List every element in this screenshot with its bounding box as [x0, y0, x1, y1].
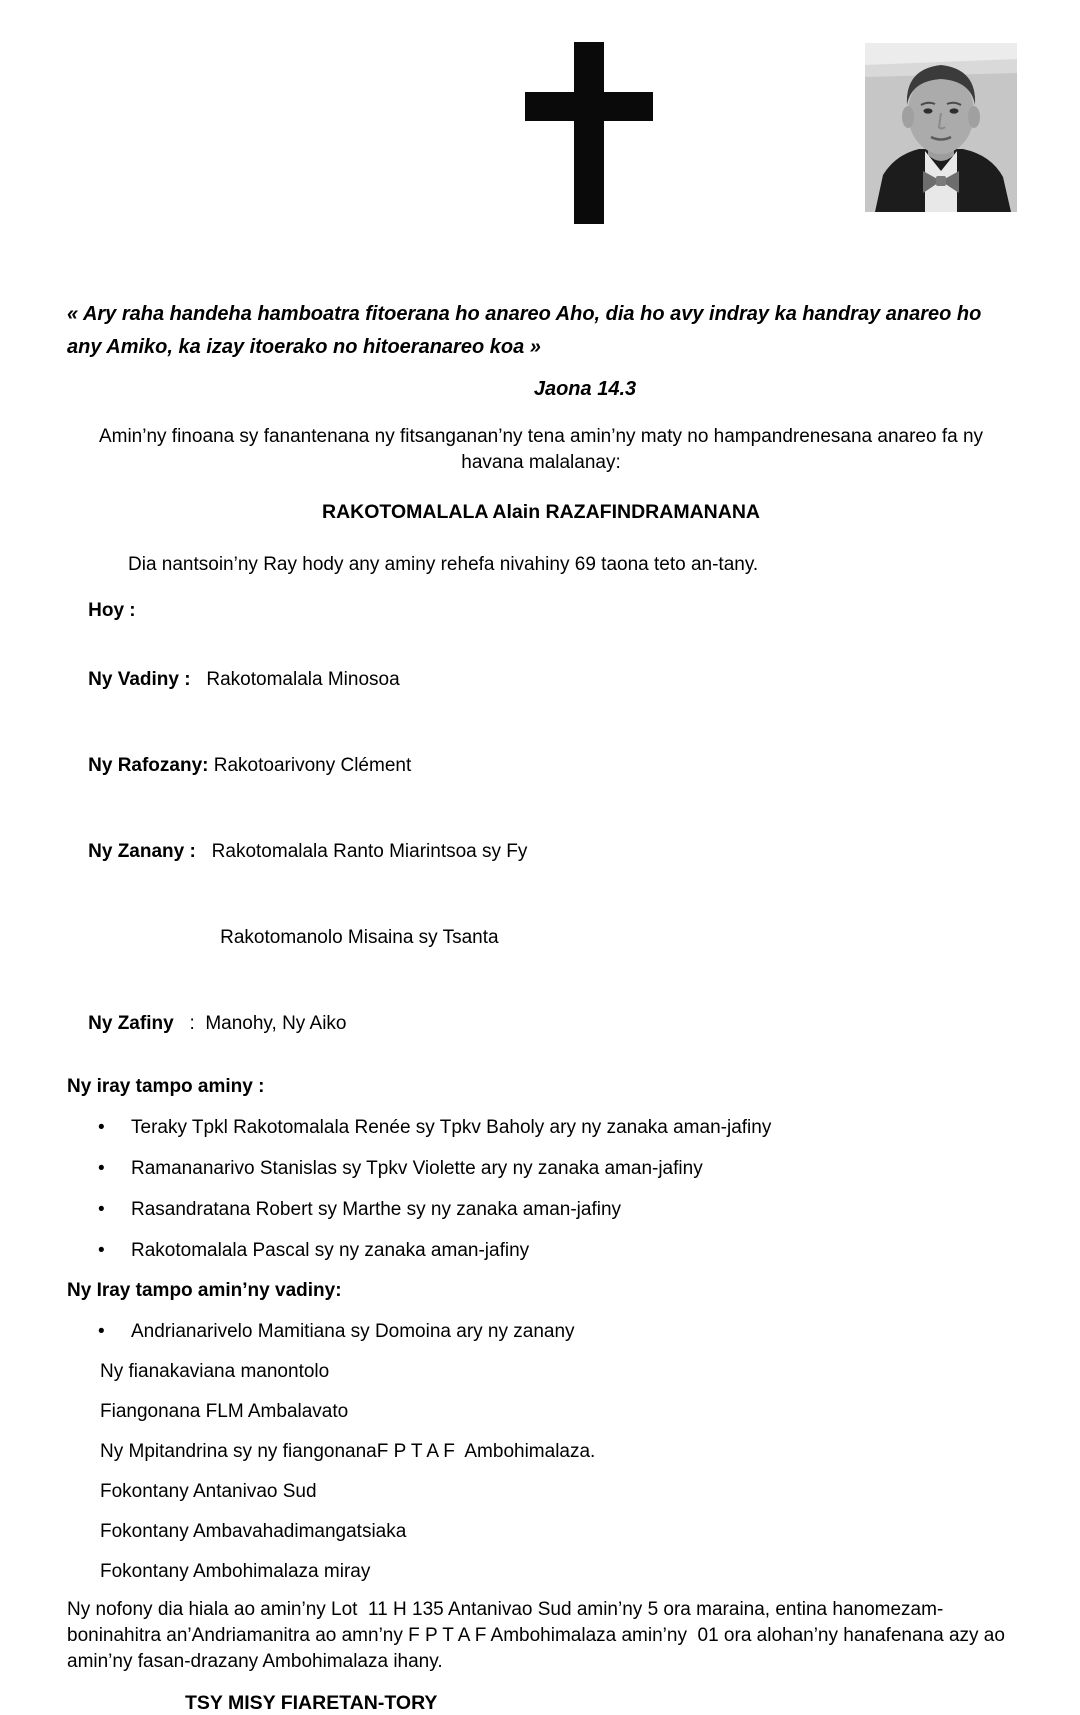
scripture-reference: Jaona 14.3 — [533, 378, 637, 400]
death-announcement: Dia nantsoin’ny Ray hody any aminy rehefa nivahiny 69 taona teto an-tany. — [128, 554, 759, 575]
mourner-item: Ny Mpitandrina sy ny fiangonanaF P T A F Ambohimalaza. — [100, 1441, 596, 1462]
deceased-portrait-photo — [865, 43, 1017, 212]
bullet-icon: • — [98, 1117, 105, 1138]
deceased-name: RAKOTOMALALA Alain RAZAFINDRAMANANA — [322, 501, 760, 523]
grandchildren-value: : Manohy, Ny Aiko — [173, 1013, 347, 1034]
list-item-text: Rasandratana Robert sy Marthe sy ny zanaka aman-jafiny — [131, 1199, 622, 1220]
vigil-note: TSY MISY FIARETAN-TORY — [185, 1692, 438, 1714]
document-header — [67, 0, 1015, 252]
grandchildren-row — [67, 989, 1015, 1058]
spouse-siblings-heading: Ny Iray tampo amin’ny vadiny: — [67, 1280, 342, 1301]
children-label: Ny Zanany : — [88, 841, 196, 862]
list-item — [67, 1157, 1015, 1180]
children-row — [67, 817, 1015, 886]
bullet-icon: • — [98, 1240, 105, 1261]
list-item-text: Ramananarivo Stanislas sy Tpkv Violette ary ny zanaka aman-jafiny — [131, 1158, 703, 1179]
siblings-heading: Ny iray tampo aminy : — [67, 1076, 265, 1097]
list-item-text: Andrianarivelo Mamitiana sy Domoina ary ny zanany — [131, 1321, 575, 1342]
mourner-item: Fokontany Ambohimalaza miray — [100, 1561, 371, 1582]
mourner-item: Fokontany Ambavahadimangatsiaka — [100, 1521, 407, 1542]
cross-horizontal-bar — [525, 92, 653, 121]
mourner-item: Fiangonana FLM Ambalavato — [100, 1401, 349, 1422]
spouse-siblings-list — [67, 1320, 1015, 1343]
list-item-text: Teraky Tpkl Rakotomalala Renée sy Tpkv Baholy ary ny zanaka aman-jafiny — [131, 1117, 772, 1138]
scripture-quote: « Ary raha handeha hamboatra fitoerana ho anareo Aho, dia ho avy indray ka handray anareo ho any Amiko, ka izay itoerako no hitoeranareo koa » — [67, 303, 987, 358]
children-value-2: Rakotomanolo Misaina sy Tsanta — [220, 927, 499, 948]
list-item-text: Rakotomalala Pascal sy ny zanaka aman-jafiny — [131, 1240, 530, 1261]
spouse-label: Ny Vadiny : — [88, 669, 191, 690]
mourner-item: Ny fianakaviana manontolo — [100, 1361, 330, 1382]
bullet-icon: • — [98, 1199, 105, 1220]
spouse-value: Rakotomalala Minosoa — [190, 669, 400, 690]
spouse-row — [67, 645, 1015, 714]
mourner-item: Fokontany Antanivao Sud — [100, 1481, 317, 1502]
list-item — [67, 1320, 1015, 1343]
hoy-label: Hoy : — [88, 600, 136, 621]
children-value-1: Rakotomalala Ranto Miarintsoa sy Fy — [195, 841, 528, 862]
grandchildren-label: Ny Zafiny — [88, 1013, 174, 1034]
inlaws-value: Rakotoarivony Clément — [208, 755, 412, 776]
list-item — [67, 1116, 1015, 1139]
inlaws-row — [67, 731, 1015, 800]
inlaws-label: Ny Rafozany: — [88, 755, 209, 776]
cross-vertical-bar — [574, 42, 604, 224]
latin-cross-icon — [525, 42, 653, 224]
list-item — [67, 1239, 1015, 1262]
survivors-hoy-row — [67, 576, 1015, 645]
bullet-icon: • — [98, 1158, 105, 1179]
siblings-list — [67, 1116, 1015, 1262]
intro-paragraph: Amin’ny finoana sy fanantenana ny fitsanganan’ny tena amin’ny maty no hampandrenesana anareo fa ny havana malalanay: — [98, 426, 989, 473]
funeral-details-paragraph: Ny nofony dia hiala ao amin’ny Lot 11 H 135 Antanivao Sud amin’ny 5 ora maraina, entina hanomezam-boninahitra an’Andriamanitra ao amn’ny F P T A F Ambohimalaza amin’ny 01 ora alohan’ny hanafenana azy ao amin’ny fasan-drazany Ambohimalaza ihany. — [67, 1599, 1011, 1672]
children-row-2 — [67, 903, 1015, 972]
list-item — [67, 1198, 1015, 1221]
bullet-icon: • — [98, 1321, 105, 1342]
